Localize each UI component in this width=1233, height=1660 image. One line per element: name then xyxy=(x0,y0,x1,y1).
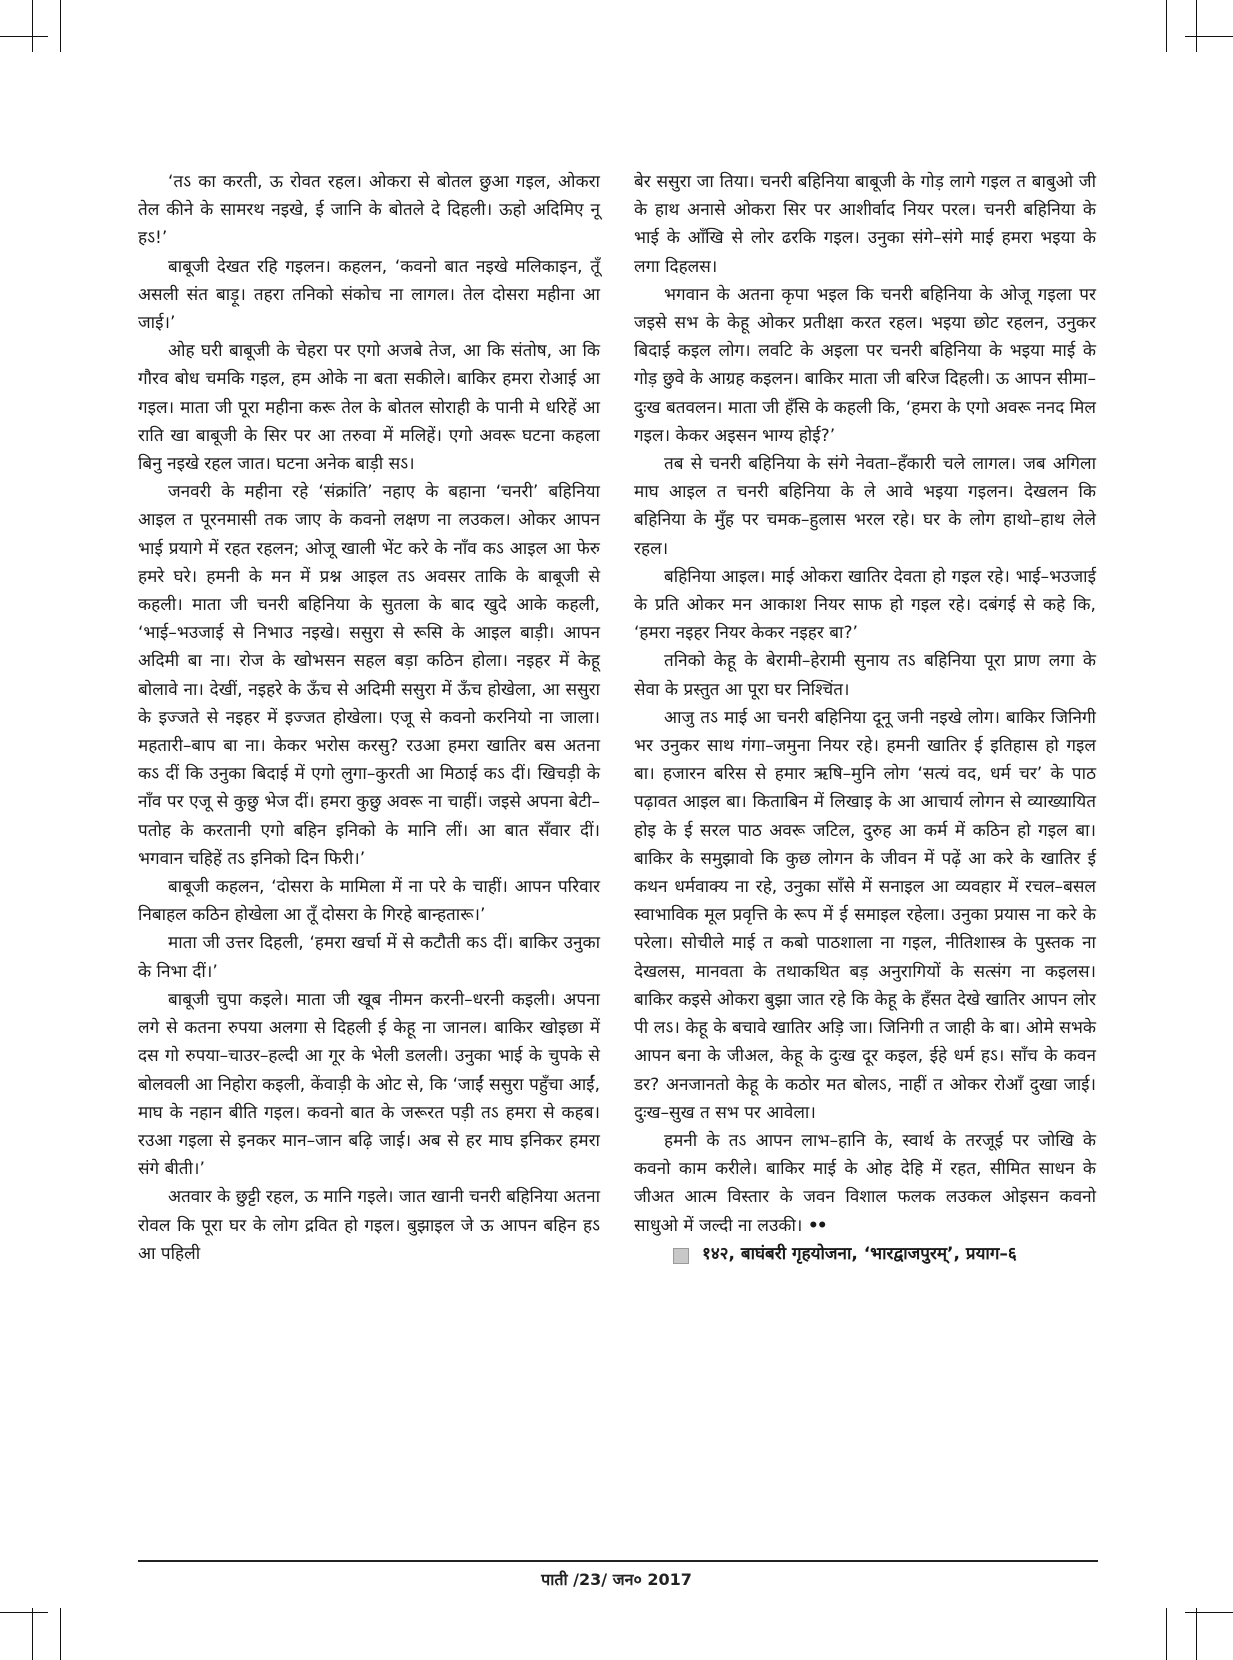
final-paragraph xyxy=(634,1127,1096,1240)
paragraph: बहिनिया आइल। माई ओकरा खातिर देवता हो गइल रहे। भाई–भउजाई के प्रति ओकर मन आकाश नियर साफ हो गइल रहे। दबंगई से कहे कि, ‘हमरा नइहर नियर केकर नइहर बा?’ xyxy=(634,566,1096,644)
paragraph: ‘तऽ का करती, ऊ रोवत रहल। ओकरा से बोतल छुआ गइल, ओकरा तेल कीने के सामरथ नइखे, ई जानि के बोतले दे दिहली। ऊहो अदिमिए नू हऽ!’ xyxy=(138,172,600,249)
crop-mark xyxy=(1185,36,1233,37)
crop-mark xyxy=(32,1608,33,1660)
square-bullet-icon xyxy=(673,1248,689,1264)
paragraph: बेर ससुरा जा तिया। चनरी बहिनिया बाबूजी के गोड़ लागे गइल त बाबुओ जी के हाथ अनासे ओकरा सिर पर आशीर्वाद नियर परल। चनरी बहिनिया के भाई के आँखि से लोर ढरकि गइल। उनुका संगे–संगे माई हमरा भइया के लगा दिहलस। xyxy=(634,172,1096,277)
end-mark: •• xyxy=(807,1215,826,1236)
footer-rule xyxy=(138,1560,1098,1562)
crop-mark xyxy=(1196,0,1197,52)
crop-mark xyxy=(60,1608,61,1660)
right-column xyxy=(634,168,1096,1268)
crop-mark xyxy=(1166,1608,1167,1660)
paragraph: माता जी उत्तर दिहली, ‘हमरा खर्चा में से कटौती कऽ दीं। बाकिर उनुका के निभा दीं।’ xyxy=(138,933,600,982)
paragraph: ओह घरी बाबूजी के चेहरा पर एगो अजबे तेज, आ कि संतोष, आ कि गौरव बोध चमकि गइल, हम ओके ना बता सकीले। बाकिर हमरा रोआई आ गइल। माता जी पूरा महीना करू तेल के बोतल सोराही के पानी मे धरिहें आ राति खा बाबूजी के सिर पर आ तरुवा में मलिहें। एगो अवरू घटना कहला बिनु नइखे रहल जात। घटना अनेक बाड़ी सऽ। xyxy=(138,341,600,475)
crop-mark xyxy=(0,36,48,37)
crop-mark xyxy=(0,1612,48,1613)
paragraph: बाबूजी देखत रहि गइलन। कहलन, ‘कवनो बात नइखे मलिकाइन, तूँ असली संत बाड़ू। तहरा तनिको संकोच ना लागल। तेल दोसरा महीना आ जाई।’ xyxy=(138,256,600,334)
paragraph-text: हमनी के तऽ आपन लाभ–हानि के, स्वार्थ के तरजूई पर जोखि के कवनो काम करीले। बाकिर माई के ओह देहि में रहत, सीमित साधन के जीअत आत्म विस्तार के जवन विशाल फलक लउकल ओइसन कवनो साधुओ में जल्दी ना लउकी। xyxy=(634,1130,1096,1236)
crop-mark xyxy=(1196,1608,1197,1660)
crop-mark xyxy=(1166,0,1167,52)
paragraph: तनिको केहू के बेरामी–हेरामी सुनाय तऽ बहिनिया पूरा प्राण लगा के सेवा के प्रस्तुत आ पूरा घर निश्चिंत। xyxy=(634,651,1096,700)
page-footer: पाती /23/ जन० 2017 xyxy=(541,1570,692,1589)
author-address xyxy=(634,1240,1096,1268)
left-column xyxy=(138,168,600,1268)
crop-mark xyxy=(60,0,61,52)
paragraph: जनवरी के महीना रहे ‘संक्रांति’ नहाए के बहाना ‘चनरी’ बहिनिया आइल त पूरनमासी तक जाए के कवनो लक्षण ना लउकल। ओकर आपन भाई प्रयागे में रहत रहलन; ओजू खाली भेंट करे के नाँव कऽ आइल आ फेरु हमरे घरे। हमनी के मन में प्रश्न आइल तऽ अवसर ताकि के बाबूजी से कहली। माता जी चनरी बहिनिया के सुतला के बाद खुदे आके कहली, ‘भाई–भउजाई से निभाउ नइखे। ससुरा से रूसि के आइल बाड़ी। आपन अदिमी बा ना। रोज के खोभसन सहल बड़ा कठिन होला। नइहर में केहू बोलावे ना। देखीं, नइहरे के ऊँच से अदिमी ससुरा में ऊँच होखेला, आ ससुरा के इज्जते से नइहर में इज्जत होखेला। एजू से कवनो करनियो ना जाला। महतारी–बाप बा ना। केकर भरोस करसु? रउआ हमरा खातिर बस अतना कऽ दीं कि उनुका बिदाई में एगो लुगा–कुरती आ मिठाई कऽ दीं। खिचड़ी के नाँव पर एजू से कुछु भेज दीं। हमरा कुछु अवरू ना चाहीं। जइसे अपना बेटी–पतोह के करतानी एगो बहिन इनिको के मानि लीं। आ बात सँवार दीं। भगवान चहिहें तऽ इनिको दिन फिरी।’ xyxy=(138,482,600,869)
paragraph: बाबूजी कहलन, ‘दोसरा के मामिला में ना परे के चाहीं। आपन परिवार निबाहल कठिन होखेला आ तूँ दोसरा के गिरहे बान्हतारू।’ xyxy=(138,877,600,926)
paragraph: अतवार के छुट्टी रहल, ऊ मानि गइले। जात खानी चनरी बहिनिया अतना रोवल कि पूरा घर के लोग द्रवित हो गइल। बुझाइल जे ऊ आपन बहिन हऽ आ पहिली xyxy=(138,1187,600,1264)
paragraph: बाबूजी चुपा कइले। माता जी खूब नीमन करनी–धरनी कइली। अपना लगे से कतना रुपया अलगा से दिहली ई केहू ना जानल। बाकिर खोइछा में दस गो रुपया–चाउर–हल्दी आ गूर के भेली डलली। उनुका भाई के चुपके से बोलवली आ निहोरा कइली, केंवाड़ी के ओट से, कि ‘जाईं ससुरा पहुँचा आईं, माघ के नहान बीति गइल। कवनो बात के जरूरत पड़ी तऽ हमरा से कहब। रउआ गइला से इनकर मान–जान बढ़ि जाई। अब से हर माघ इनिकर हमरा संगे बीती।’ xyxy=(138,989,600,1180)
crop-mark xyxy=(1185,1612,1233,1613)
paragraph: आजु तऽ माई आ चनरी बहिनिया दूनू जनी नइखे लोग। बाकिर जिनिगी भर उनुकर साथ गंगा–जमुना नियर रहे। हमनी खातिर ई इतिहास हो गइल बा। हजारन बरिस से हमार ऋषि–मुनि लोग ‘सत्यं वद, धर्म चर’ के पाठ पढ़ावत आइल बा। किताबिन में लिखाइ के आ आचार्य लोगन से व्याख्यायित होइ के ई सरल पाठ अवरू जटिल, दुरुह आ कर्म में कठिन हो गइल बा। बाकिर के समुझावो कि कुछ लोगन के जीवन में पढ़ें आ करे के खातिर ई कथन धर्मवाक्य ना रहे, उनुका साँसे में सनाइल आ व्यवहार में रचल–बसल स्वाभाविक मूल प्रवृत्ति के रूप में ई समाइल रहेला। उनुका प्रयास ना करे के परेला। सोचीले माई त कबो पाठशाला ना गइल, नीतिशास्त्र के पुस्तक ना देखलस, मानवता के तथाकथित बड़ अनुरागियों के सत्संग ना कइलस। बाकिर कइसे ओकरा बुझा जात रहे कि केहू के हँसत देखे खातिर आपन लोर पी लऽ। केहू के बचावे खातिर अड़ि जा। जिनिगी त जाही के बा। ओमे सभके आपन बना के जीअल, केहू के दुःख दूर कइल, ईहे धर्म हऽ। साँच के कवन डर? अनजानतो केहू के कठोर मत बोलऽ, नाहीं त ओकर रोआँ दुखा जाई। दुःख–सुख त सभ पर आवेला। xyxy=(634,707,1096,1123)
paragraph: भगवान के अतना कृपा भइल कि चनरी बहिनिया के ओजू गइला पर जइसे सभ के केहू ओकर प्रतीक्षा करत रहल। भइया छोट रहलन, उनुकर बिदाई कइल लोग। लवटि के अइला पर चनरी बहिनिया के भइया माई के गोड़ छुवे के आग्रह कइलन। बाकिर माता जी बरिज दिहली। ऊ आपन सीमा–दुःख बतवलन। माता जी हँसि के कहली कि, ‘हमरा के एगो अवरू ननद मिल गइल। केकर अइसन भाग्य होई?’ xyxy=(634,284,1096,446)
crop-mark xyxy=(32,0,33,52)
paragraph: तब से चनरी बहिनिया के संगे नेवता–हँकारी चले लागल। जब अगिला माघ आइल त चनरी बहिनिया के ले आवे भइया गइलन। देखलन कि बहिनिया के मुँह पर चमक–हुलास भरल रहे। घर के लोग हाथो–हाथ लेले रहल। xyxy=(634,454,1096,559)
address-text: १४२, बाघंबरी गृहयोजना, ‘भारद्वाजपुरम्’, प्रयाग–६ xyxy=(702,1243,1017,1264)
